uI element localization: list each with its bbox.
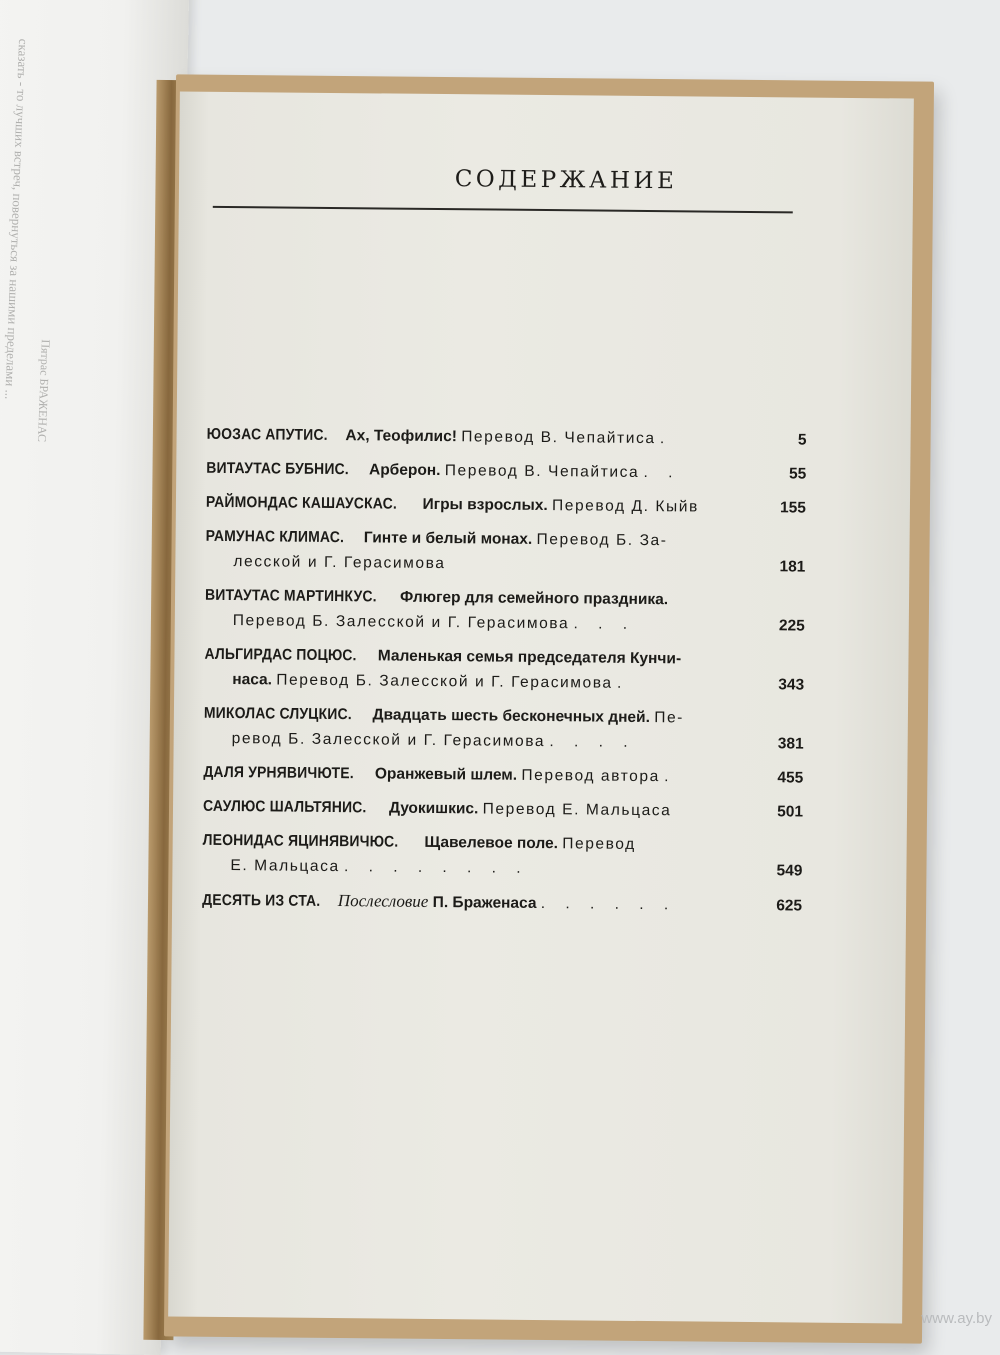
entry-leader: . . . . [549,733,636,751]
entry-author: ДАЛЯ УРНЯВИЧЮТЕ. [203,763,354,783]
entry-title: Ах, Теофилис! [345,427,458,446]
toc-entry [205,583,805,639]
entry-page-number: 625 [776,897,803,915]
watermark: www.ay.by [921,1310,992,1327]
entry-page-number: 381 [777,735,804,753]
entry-leader: . . . . . . [540,895,677,914]
entry-page-number: 5 [797,431,807,449]
entry-title-cont: наса. [232,671,273,689]
toc-entry [205,524,805,580]
bleed-through-imprint [291,923,772,1038]
toc-entry [206,490,806,521]
entry-page-number: 343 [778,676,805,694]
toc-entry [203,794,803,825]
entry-page-number: 549 [776,862,803,880]
toc-entry [202,828,802,884]
entry-author: ДЕСЯТЬ ИЗ СТА. [202,891,321,910]
entry-translation-cont: лесской и Г. Герасимова [233,553,446,573]
entry-leader: . [659,430,673,448]
entry-page-number: 455 [777,769,804,787]
toc-entry [206,422,806,453]
entry-page-number: 501 [777,803,804,821]
entry-title: Флюгер для семейного праздника. [399,588,669,609]
entry-title: Игры взрослых. [422,495,548,515]
entry-title: Двадцать шесть бесконечных дней. [372,706,651,727]
toc-entry [202,887,802,919]
entry-author: ЮОЗАС АПУТИС. [206,425,328,444]
entry-author: МИКОЛАС СЛУЦКИС. [203,704,352,724]
entry-translation-cont: ревод Б. Залесской и Г. Герасимова [231,730,546,751]
toc-entry [203,760,803,791]
entry-translation: Перевод Б. Залесской и Г. Герасимова [232,612,570,633]
entry-translation: Перевод автора [521,766,660,786]
contents-page [168,92,914,1324]
toc-entry [206,456,806,487]
entry-translation-cont: Е. Мальцаса [230,857,340,876]
entry-translation: Перевод Д. Кыйв [551,497,699,516]
facing-page-signature: Пятрас БРАЖЕНАС [34,339,53,443]
entry-author: ВИТАУТАС МАРТИНКУС. [204,586,377,606]
entry-author: РАМУНАС КЛИМАС. [205,527,345,547]
entry-translation: Перевод В. Чепайтиса [461,428,656,448]
entry-translation: Перевод Б. За- [536,530,668,550]
entry-leader: . [616,674,630,692]
facing-page-text: сказать - то лучших встреч, повернуться за нашими пределами ... [2,38,32,400]
entry-author: АЛЬГИРДАС ПОЦЮС. [204,645,357,665]
entry-translation: Перевод Е. Мальцаса [482,800,672,820]
entry-page-number: 225 [778,617,805,635]
entry-title: Гинте и белый монах. [363,529,533,548]
entry-title: Оранжевый шлем. [374,765,518,784]
entry-afterword-author: П. Браженаса [432,893,537,912]
table-of-contents [202,422,807,928]
title-rule [213,206,793,214]
entry-title: Щавелевое поле. [424,833,559,853]
entry-page-number: 55 [788,465,807,483]
entry-title: Маленькая семья председателя Кунчи- [377,647,682,668]
entry-leader: . . [643,463,681,482]
entry-translation: Перевод В. Чепайтиса [444,462,640,481]
entry-author: РАЙМОНДАС КАШАУСКАС. [205,493,398,513]
entry-page-number: 181 [779,558,806,576]
entry-title: Арберон. [368,461,441,480]
entry-translation: Перевод [562,835,636,853]
entry-author: САУЛЮС ШАЛЬТЯНИС. [202,797,367,817]
entry-page-number: 155 [779,499,807,517]
entry-title: Дуокишкис. [388,799,479,818]
entry-translation: Перевод Б. Залесской и Г. Герасимова [276,671,613,692]
entry-leader: . . . . . . . . [343,858,529,877]
toc-entry [204,642,804,698]
entry-leader: . [664,768,677,786]
entry-translation: Пе- [654,709,685,727]
entry-author: ЛЕОНИДАС ЯЦИНЯВИЧЮС. [202,831,399,851]
entry-afterword-label: Послесловие [337,891,429,911]
entry-author: ВИТАУТАС БУБНИС. [206,459,349,479]
toc-entry [204,701,804,757]
entry-leader: . . . [573,615,636,633]
page-title: СОДЕРЖАНИЕ [454,166,678,195]
